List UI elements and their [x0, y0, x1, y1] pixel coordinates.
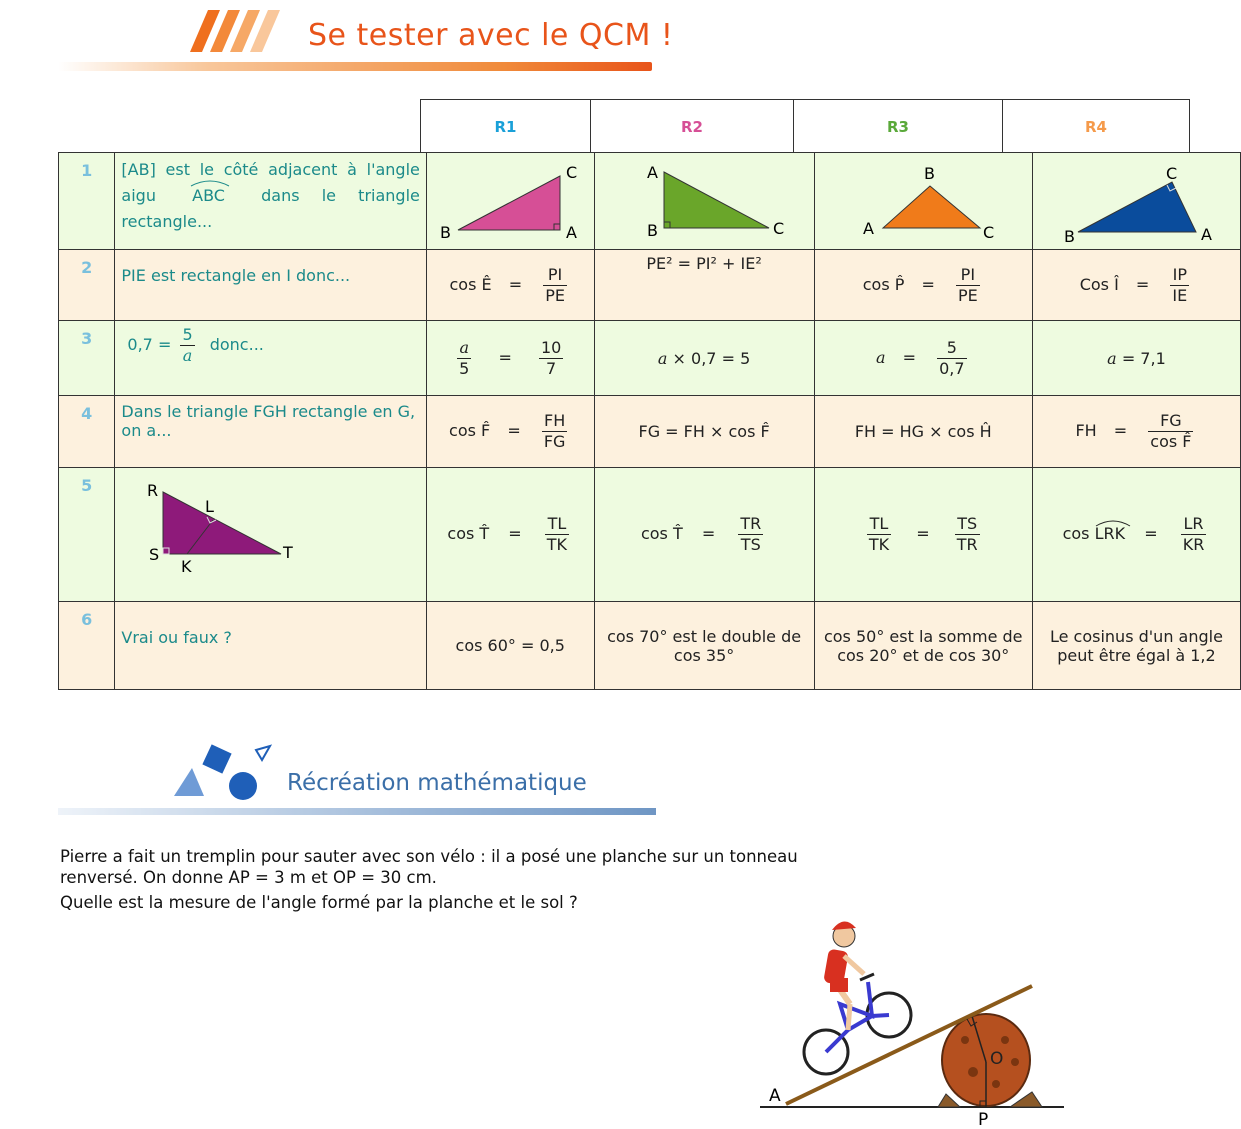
triangle-r4-figure [1046, 154, 1226, 244]
angle-abc: ABC [192, 183, 225, 209]
vertex-label: K [181, 557, 192, 576]
point-p-label: P [978, 1110, 989, 1126]
answer-r1[interactable]: cos T̂ = $\frac{TL}{TK}$ [426, 468, 594, 602]
answer-r3[interactable] [814, 153, 1032, 250]
triangle-r1-figure [430, 154, 590, 244]
vertex-label: S [149, 545, 160, 564]
shapes-logo-icon [170, 742, 280, 802]
vertex-label: B [924, 164, 936, 183]
answer-r4[interactable]: Le cosinus d'un angle peut être égal à 1,2 [1032, 602, 1240, 690]
question-text: 0,7 = $\frac{5}{a}$ donc... [115, 321, 426, 396]
answer-r1[interactable] [426, 153, 594, 250]
column-header-table [420, 99, 1190, 155]
recreation-text [60, 846, 840, 917]
question-number: 3 [59, 321, 115, 396]
qcm-table [58, 152, 1241, 690]
vertex-label: T [283, 543, 294, 562]
point-o-label: O [990, 1049, 1004, 1069]
question-figure [115, 468, 426, 602]
answer-r2[interactable]: PE² = PI² + IE² [594, 250, 814, 321]
triangle-r3-figure [823, 154, 1023, 244]
recreation-title: Récréation mathématique [287, 770, 587, 796]
answer-r2[interactable]: cos 70° est le double de cos 35° [594, 602, 814, 690]
angle-lrk: LRK [1095, 524, 1126, 543]
answer-r1[interactable]: cos 60° = 0,5 [426, 602, 594, 690]
answer-r1[interactable]: cos Ê = $\frac{PI}{PE}$ [426, 250, 594, 321]
answer-r2[interactable]: FG = FH × cos F̂ [594, 396, 814, 468]
answer-r4[interactable]: a = 7,1 [1032, 321, 1240, 396]
question-number: 6 [59, 602, 115, 690]
vertex-label: C [983, 223, 995, 242]
answer-r2[interactable]: cos T̂ = $\frac{TR}{TS}$ [594, 468, 814, 602]
bike-ramp-illustration [760, 912, 1070, 1126]
answer-r4[interactable]: cos LRK = $\frac{LR}{KR}$ [1032, 468, 1240, 602]
table-row [59, 396, 1241, 468]
arc-hat-icon [1095, 519, 1131, 527]
col-header-r1: R1 [421, 100, 591, 155]
answer-r2[interactable] [594, 153, 814, 250]
table-row [59, 250, 1241, 321]
arc-hat-icon [190, 179, 230, 187]
vertex-label: C [1166, 164, 1178, 183]
answer-r3[interactable]: FH = HG × cos Ĥ [814, 396, 1032, 468]
answer-r4[interactable]: FH = $\frac{FG}{\text{cos F̂}}$ [1032, 396, 1240, 468]
recreation-question: Quelle est la mesure de l'angle formé par la planche et le sol ? [60, 893, 578, 912]
table-row [59, 468, 1241, 602]
question-number: 2 [59, 250, 115, 321]
recreation-paragraph: Pierre a fait un tremplin pour sauter avec son vélo : il a posé une planche sur un tonneau renversé. On donne AP = 3 m et OP = 30 cm. [60, 847, 798, 887]
triangle-rst-figure [121, 472, 321, 582]
answer-r3[interactable]: cos 50° est la somme de cos 20° et de cos 30° [814, 602, 1032, 690]
table-row [59, 602, 1241, 690]
answer-r3[interactable]: a = $\frac{5}{0,7}$ [814, 321, 1032, 396]
qcm-title: Se tester avec le QCM ! [308, 18, 674, 53]
table-row [59, 321, 1241, 396]
stripes-logo-icon [190, 10, 296, 54]
vertex-label: R [147, 481, 159, 500]
triangle-r2-figure [609, 154, 799, 244]
vertex-label: B [647, 221, 659, 240]
answer-r3[interactable]: $\frac{TL}{TK}$ = $\frac{TS}{TR}$ [814, 468, 1032, 602]
col-header-r4: R4 [1003, 100, 1190, 155]
col-header-r3: R3 [794, 100, 1003, 155]
question-text: PIE est rectangle en I donc... [115, 250, 426, 321]
vertex-label: B [1064, 227, 1076, 244]
answer-r3[interactable]: cos P̂ = $\frac{PI}{PE}$ [814, 250, 1032, 321]
vertex-label: A [863, 219, 875, 238]
vertex-label: B [440, 223, 452, 242]
answer-r1[interactable]: cos F̂ = $\frac{FH}{FG}$ [426, 396, 594, 468]
vertex-label: A [1201, 225, 1213, 244]
title-underline [58, 62, 652, 71]
table-row [59, 153, 1241, 250]
point-a-label: A [769, 1086, 781, 1106]
question-text: [AB] est le côté adjacent à l'angle aigu ABC dans le triangle rectangle... [115, 153, 426, 250]
answer-r4[interactable]: Cos Î = $\frac{IP}{IE}$ [1032, 250, 1240, 321]
answer-r4[interactable] [1032, 153, 1240, 250]
col-header-r2: R2 [591, 100, 794, 155]
answer-r1[interactable]: $\frac{a}{5}$ = $\frac{10}{7}$ [426, 321, 594, 396]
vertex-label: A [566, 223, 578, 242]
question-number: 1 [59, 153, 115, 250]
vertex-label: L [205, 497, 215, 516]
answer-r2[interactable]: a × 0,7 = 5 [594, 321, 814, 396]
vertex-label: A [647, 163, 659, 182]
vertex-label: C [773, 219, 785, 238]
question-number: 5 [59, 468, 115, 602]
question-text: Vrai ou faux ? [115, 602, 426, 690]
question-number: 4 [59, 396, 115, 468]
recreation-underline [58, 808, 656, 815]
question-text: Dans le triangle FGH rectangle en G, on a... [115, 396, 426, 468]
vertex-label: C [566, 163, 578, 182]
